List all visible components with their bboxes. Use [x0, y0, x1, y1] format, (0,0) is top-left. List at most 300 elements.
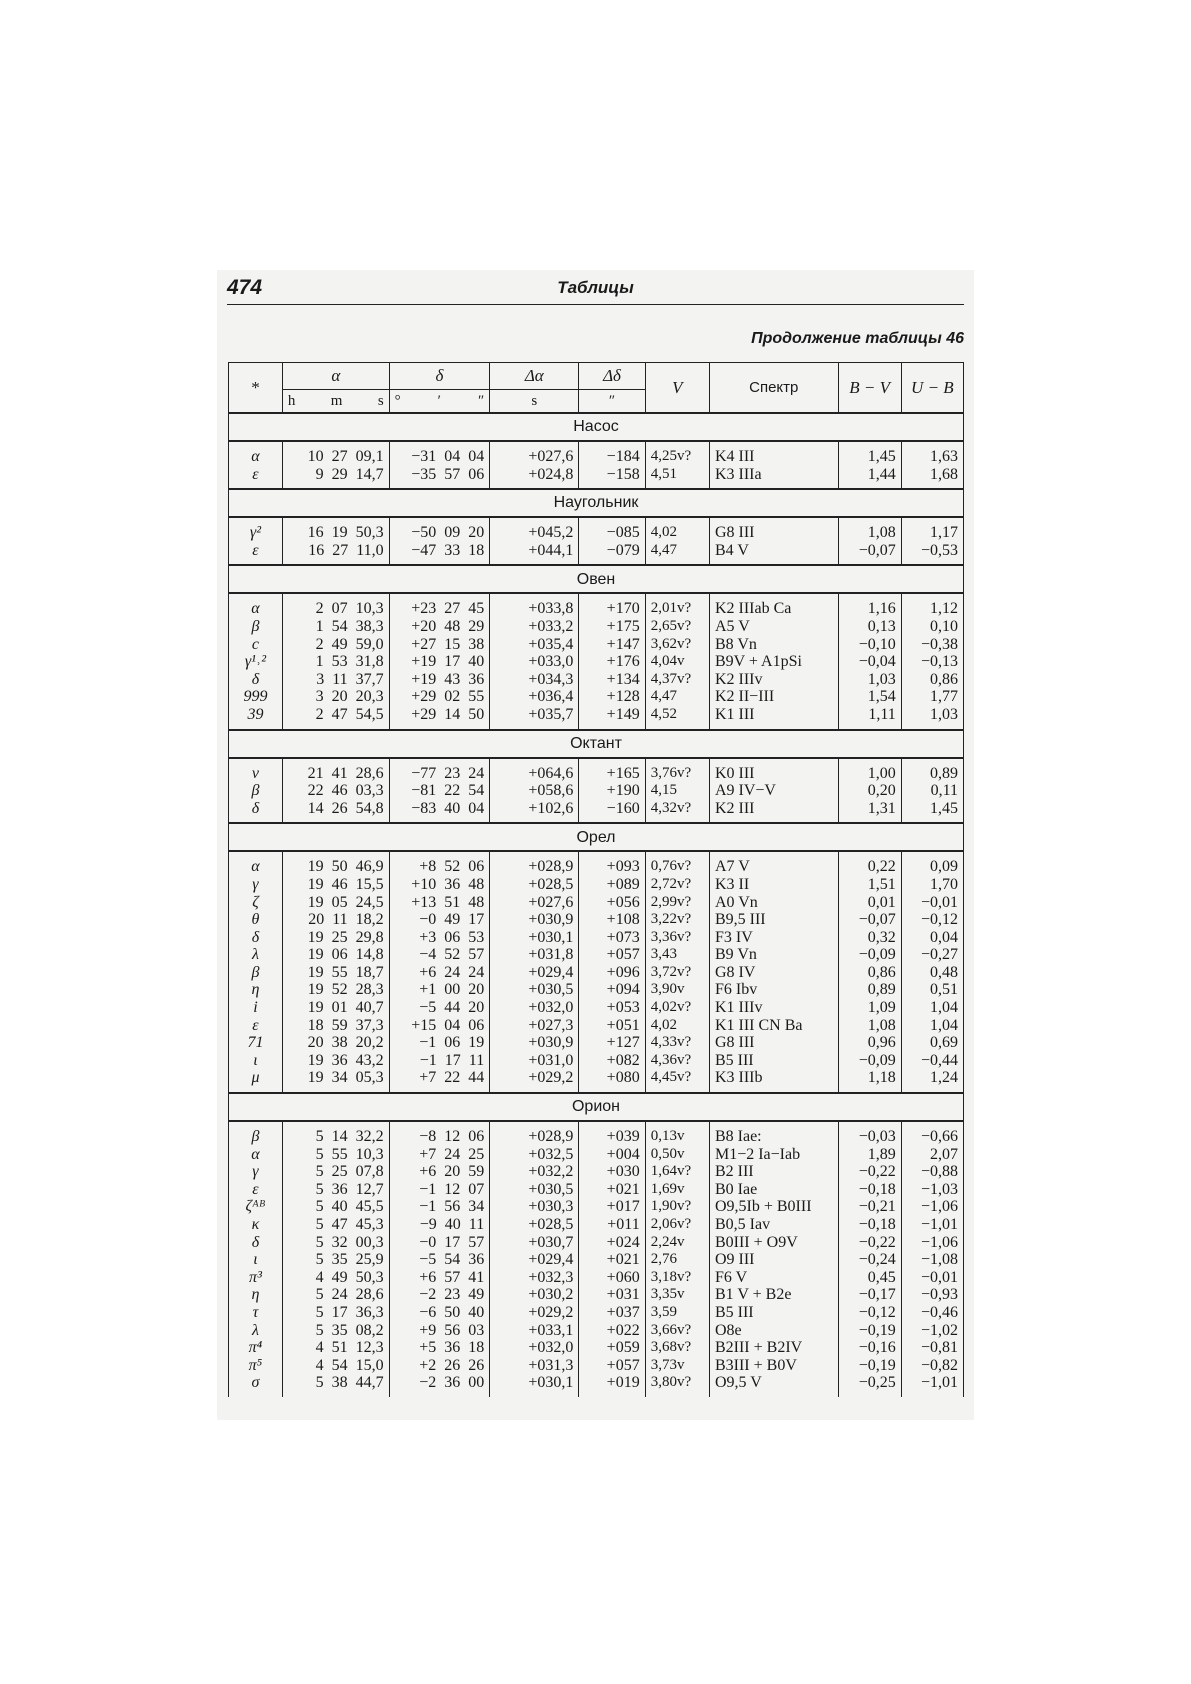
- star-name: β: [229, 782, 283, 800]
- delta-value: +23 27 45: [389, 593, 490, 618]
- spectrum-value: K4 III: [709, 441, 838, 466]
- alpha-value: 4 49 50,3: [282, 1269, 389, 1287]
- bv-value: −0,17: [838, 1286, 901, 1304]
- spectrum-value: B0 Iae: [709, 1181, 838, 1199]
- spectrum-value: B9V + A1pSi: [709, 653, 838, 671]
- d-alpha-value: +028,5: [490, 1216, 579, 1234]
- d-delta-value: −085: [579, 517, 645, 542]
- d-delta-value: +024: [579, 1234, 645, 1252]
- d-delta-value: +170: [579, 593, 645, 618]
- v-magnitude: 4,02: [645, 1017, 709, 1035]
- bv-value: 0,89: [838, 981, 901, 999]
- bv-value: −0,22: [838, 1234, 901, 1252]
- v-magnitude: 0,50v: [645, 1146, 709, 1164]
- alpha-value: 14 26 54,8: [282, 800, 389, 824]
- v-magnitude: 4,33v?: [645, 1034, 709, 1052]
- star-name: μ: [229, 1069, 283, 1093]
- constellation-header: [229, 413, 964, 441]
- spectrum-value: K1 III: [709, 706, 838, 730]
- table-row: [229, 1216, 964, 1234]
- d-alpha-value: +032,0: [490, 999, 579, 1017]
- constellation-name: Орион: [229, 1093, 964, 1121]
- alpha-value: 18 59 37,3: [282, 1017, 389, 1035]
- d-alpha-value: +030,5: [490, 981, 579, 999]
- d-alpha-value: +029,2: [490, 1069, 579, 1093]
- delta-value: −4 52 57: [389, 946, 490, 964]
- bv-value: 1,00: [838, 758, 901, 783]
- alpha-value: 3 20 20,3: [282, 688, 389, 706]
- unit-m: m: [330, 392, 343, 409]
- constellation-name: Овен: [229, 565, 964, 593]
- d-alpha-value: +030,9: [490, 1034, 579, 1052]
- alpha-value: 16 27 11,0: [282, 542, 389, 566]
- bv-value: 1,16: [838, 593, 901, 618]
- table-row: [229, 441, 964, 466]
- d-alpha-value: +033,2: [490, 618, 579, 636]
- star-name: α: [229, 441, 283, 466]
- ub-value: 0,09: [901, 851, 963, 876]
- ub-value: −1,03: [901, 1181, 963, 1199]
- alpha-value: 19 52 28,3: [282, 981, 389, 999]
- delta-value: −77 23 24: [389, 758, 490, 783]
- table-row: [229, 1163, 964, 1181]
- d-delta-value: +039: [579, 1121, 645, 1146]
- v-magnitude: 4,04v: [645, 653, 709, 671]
- alpha-value: 2 07 10,3: [282, 593, 389, 618]
- table-row: [229, 782, 964, 800]
- table-row: [229, 999, 964, 1017]
- d-alpha-value: +044,1: [490, 542, 579, 566]
- spectrum-value: K0 III: [709, 758, 838, 783]
- delta-value: −83 40 04: [389, 800, 490, 824]
- bv-value: −0,10: [838, 636, 901, 654]
- d-alpha-value: +029,4: [490, 964, 579, 982]
- ub-value: −0,93: [901, 1286, 963, 1304]
- delta-value: +7 24 25: [389, 1146, 490, 1164]
- table-row: [229, 671, 964, 689]
- ub-value: 1,63: [901, 441, 963, 466]
- star-name: β: [229, 618, 283, 636]
- d-delta-value: +021: [579, 1251, 645, 1269]
- star-name: λ: [229, 1322, 283, 1340]
- spectrum-value: O8e: [709, 1322, 838, 1340]
- alpha-value: 19 55 18,7: [282, 964, 389, 982]
- star-name: α: [229, 1146, 283, 1164]
- alpha-value: 1 54 38,3: [282, 618, 389, 636]
- bv-value: −0,03: [838, 1121, 901, 1146]
- alpha-value: 5 32 00,3: [282, 1234, 389, 1252]
- unit-deg: °: [394, 392, 401, 409]
- spectrum-value: B8 Iae:: [709, 1121, 838, 1146]
- star-name: β: [229, 964, 283, 982]
- delta-value: +6 20 59: [389, 1163, 490, 1181]
- bv-value: 1,51: [838, 876, 901, 894]
- d-alpha-value: +030,7: [490, 1234, 579, 1252]
- d-delta-value: +021: [579, 1181, 645, 1199]
- alpha-value: 20 38 20,2: [282, 1034, 389, 1052]
- ub-value: −0,27: [901, 946, 963, 964]
- ub-value: −0,44: [901, 1052, 963, 1070]
- v-magnitude: 3,59: [645, 1304, 709, 1322]
- alpha-value: 19 01 40,7: [282, 999, 389, 1017]
- d-alpha-value: +029,2: [490, 1304, 579, 1322]
- spectrum-value: K2 III: [709, 800, 838, 824]
- bv-value: 1,08: [838, 517, 901, 542]
- star-name: ζᴬᴮ: [229, 1198, 283, 1216]
- d-delta-value: +094: [579, 981, 645, 999]
- table-continuation-caption: Продолжение таблицы 46: [751, 330, 964, 347]
- d-alpha-value: +031,0: [490, 1052, 579, 1070]
- ub-value: 2,07: [901, 1146, 963, 1164]
- d-alpha-value: +030,3: [490, 1198, 579, 1216]
- spectrum-value: B8 Vn: [709, 636, 838, 654]
- bv-value: −0,25: [838, 1374, 901, 1397]
- alpha-value: 5 17 36,3: [282, 1304, 389, 1322]
- alpha-value: 5 36 12,7: [282, 1181, 389, 1199]
- star-name: α: [229, 593, 283, 618]
- table-row: [229, 1121, 964, 1146]
- star-name: δ: [229, 800, 283, 824]
- alpha-units: [282, 390, 389, 414]
- alpha-value: 2 47 54,5: [282, 706, 389, 730]
- table-row: [229, 618, 964, 636]
- constellation-name: Октант: [229, 730, 964, 758]
- delta-value: −8 12 06: [389, 1121, 490, 1146]
- star-name: ι: [229, 1052, 283, 1070]
- alpha-value: 19 50 46,9: [282, 851, 389, 876]
- ub-value: −0,13: [901, 653, 963, 671]
- col-star: *: [229, 363, 283, 414]
- ub-value: 1,17: [901, 517, 963, 542]
- d-delta-value: +096: [579, 964, 645, 982]
- delta-value: −0 17 57: [389, 1234, 490, 1252]
- d-alpha-value: +028,9: [490, 1121, 579, 1146]
- d-delta-value: +030: [579, 1163, 645, 1181]
- d-delta-value: +108: [579, 911, 645, 929]
- bv-value: 0,01: [838, 894, 901, 912]
- star-name: c: [229, 636, 283, 654]
- col-spectrum: Спектр: [709, 363, 838, 414]
- delta-value: −1 06 19: [389, 1034, 490, 1052]
- alpha-value: 5 40 45,5: [282, 1198, 389, 1216]
- d-delta-value: +127: [579, 1034, 645, 1052]
- star-name: ε: [229, 1017, 283, 1035]
- d-alpha-value: +030,9: [490, 911, 579, 929]
- ub-value: −1,02: [901, 1322, 963, 1340]
- spectrum-value: B2III + B2IV: [709, 1339, 838, 1357]
- delta-value: +3 06 53: [389, 929, 490, 947]
- constellation-header: [229, 823, 964, 851]
- star-name: σ: [229, 1374, 283, 1397]
- d-alpha-value: +031,8: [490, 946, 579, 964]
- spectrum-value: K2 II−III: [709, 688, 838, 706]
- ub-value: −0,81: [901, 1339, 963, 1357]
- star-name: δ: [229, 671, 283, 689]
- table-row: [229, 1146, 964, 1164]
- bv-value: −0,21: [838, 1198, 901, 1216]
- table-row: [229, 876, 964, 894]
- col-d-delta: Δδ: [579, 363, 645, 390]
- delta-value: +29 14 50: [389, 706, 490, 730]
- d-delta-value: +128: [579, 688, 645, 706]
- table-row: [229, 1286, 964, 1304]
- alpha-value: 5 47 45,3: [282, 1216, 389, 1234]
- ub-value: 0,04: [901, 929, 963, 947]
- table-row: [229, 1069, 964, 1093]
- v-magnitude: 3,43: [645, 946, 709, 964]
- table-row: [229, 653, 964, 671]
- table-row: [229, 894, 964, 912]
- table-row: [229, 1322, 964, 1340]
- table-row: [229, 688, 964, 706]
- ub-value: 0,48: [901, 964, 963, 982]
- star-name: i: [229, 999, 283, 1017]
- d-delta-value: +082: [579, 1052, 645, 1070]
- ub-value: 0,11: [901, 782, 963, 800]
- ub-value: −0,88: [901, 1163, 963, 1181]
- alpha-value: 22 46 03,3: [282, 782, 389, 800]
- unit-h: h: [287, 392, 296, 409]
- bv-value: −0,24: [838, 1251, 901, 1269]
- star-name: 999: [229, 688, 283, 706]
- delta-value: +15 04 06: [389, 1017, 490, 1035]
- ub-value: −1,08: [901, 1251, 963, 1269]
- bv-value: 1,89: [838, 1146, 901, 1164]
- table-row: [229, 636, 964, 654]
- v-magnitude: 2,72v?: [645, 876, 709, 894]
- bv-value: −0,12: [838, 1304, 901, 1322]
- spectrum-value: B0III + O9V: [709, 1234, 838, 1252]
- delta-value: +8 52 06: [389, 851, 490, 876]
- bv-value: 1,45: [838, 441, 901, 466]
- col-v: V: [645, 363, 709, 414]
- d-delta-value: +022: [579, 1322, 645, 1340]
- unit-arcmin: ′: [437, 392, 441, 409]
- table-row: [229, 911, 964, 929]
- table-row: [229, 1304, 964, 1322]
- spectrum-value: A9 IV−V: [709, 782, 838, 800]
- star-name: 39: [229, 706, 283, 730]
- delta-value: +13 51 48: [389, 894, 490, 912]
- bv-value: −0,22: [838, 1163, 901, 1181]
- spectrum-value: K3 IIIa: [709, 466, 838, 490]
- d-delta-value: +093: [579, 851, 645, 876]
- delta-value: +9 56 03: [389, 1322, 490, 1340]
- bv-value: 0,13: [838, 618, 901, 636]
- d-delta-value: −158: [579, 466, 645, 490]
- v-magnitude: 4,15: [645, 782, 709, 800]
- table-row: [229, 1052, 964, 1070]
- spectrum-value: K1 IIIv: [709, 999, 838, 1017]
- delta-value: −2 23 49: [389, 1286, 490, 1304]
- v-magnitude: 4,45v?: [645, 1069, 709, 1093]
- delta-value: +19 17 40: [389, 653, 490, 671]
- ub-value: −1,01: [901, 1374, 963, 1397]
- table-row: [229, 1034, 964, 1052]
- delta-value: +20 48 29: [389, 618, 490, 636]
- ub-value: 0,69: [901, 1034, 963, 1052]
- bv-value: 0,22: [838, 851, 901, 876]
- spectrum-value: F6 Ibv: [709, 981, 838, 999]
- v-magnitude: 4,37v?: [645, 671, 709, 689]
- star-name: ε: [229, 1181, 283, 1199]
- table-row: [229, 851, 964, 876]
- alpha-value: 19 46 15,5: [282, 876, 389, 894]
- d-delta-value: +175: [579, 618, 645, 636]
- alpha-value: 5 55 10,3: [282, 1146, 389, 1164]
- table-row: [229, 1234, 964, 1252]
- v-magnitude: 3,76v?: [645, 758, 709, 783]
- header-rule: [227, 304, 964, 305]
- delta-value: −1 56 34: [389, 1198, 490, 1216]
- bv-value: 1,08: [838, 1017, 901, 1035]
- v-magnitude: 4,47: [645, 688, 709, 706]
- bv-value: 1,11: [838, 706, 901, 730]
- table-row: [229, 1339, 964, 1357]
- star-name: γ: [229, 876, 283, 894]
- d-delta-value: +017: [579, 1198, 645, 1216]
- bv-value: −0,04: [838, 653, 901, 671]
- alpha-value: 3 11 37,7: [282, 671, 389, 689]
- v-magnitude: 1,90v?: [645, 1198, 709, 1216]
- alpha-value: 19 06 14,8: [282, 946, 389, 964]
- delta-value: −1 12 07: [389, 1181, 490, 1199]
- d-alpha-value: +058,6: [490, 782, 579, 800]
- delta-value: +29 02 55: [389, 688, 490, 706]
- d-delta-value: +134: [579, 671, 645, 689]
- d-alpha-value: +032,5: [490, 1146, 579, 1164]
- alpha-value: 5 24 28,6: [282, 1286, 389, 1304]
- star-name: π⁴: [229, 1339, 283, 1357]
- bv-value: 0,20: [838, 782, 901, 800]
- v-magnitude: 3,35v: [645, 1286, 709, 1304]
- ub-value: 0,86: [901, 671, 963, 689]
- delta-value: −6 50 40: [389, 1304, 490, 1322]
- alpha-value: 4 51 12,3: [282, 1339, 389, 1357]
- ub-value: −0,38: [901, 636, 963, 654]
- ub-value: −0,66: [901, 1121, 963, 1146]
- v-magnitude: 3,90v: [645, 981, 709, 999]
- delta-value: −2 36 00: [389, 1374, 490, 1397]
- table-row: [229, 1198, 964, 1216]
- spectrum-value: F6 V: [709, 1269, 838, 1287]
- delta-value: −9 40 11: [389, 1216, 490, 1234]
- delta-value: −5 44 20: [389, 999, 490, 1017]
- table-row: [229, 1374, 964, 1397]
- d-alpha-value: +027,6: [490, 894, 579, 912]
- ub-value: −0,82: [901, 1357, 963, 1375]
- star-name: γ¹˒²: [229, 653, 283, 671]
- alpha-value: 5 35 25,9: [282, 1251, 389, 1269]
- delta-value: −1 17 11: [389, 1052, 490, 1070]
- running-title: Таблицы: [557, 278, 634, 297]
- star-name: δ: [229, 929, 283, 947]
- v-magnitude: 3,73v: [645, 1357, 709, 1375]
- d-alpha-value: +030,5: [490, 1181, 579, 1199]
- ub-value: 1,45: [901, 800, 963, 824]
- col-bv: B − V: [838, 363, 901, 414]
- d-alpha-value: +102,6: [490, 800, 579, 824]
- d-delta-value: −160: [579, 800, 645, 824]
- d-alpha-value: +033,0: [490, 653, 579, 671]
- spectrum-value: B0,5 Iav: [709, 1216, 838, 1234]
- d-delta-value: +060: [579, 1269, 645, 1287]
- spectrum-value: G8 IV: [709, 964, 838, 982]
- delta-value: +7 22 44: [389, 1069, 490, 1093]
- spectrum-value: A0 Vn: [709, 894, 838, 912]
- spectrum-value: O9,5 V: [709, 1374, 838, 1397]
- constellation-header: [229, 730, 964, 758]
- constellation-header: [229, 489, 964, 517]
- d-alpha-value: +028,5: [490, 876, 579, 894]
- d-alpha-value: +030,2: [490, 1286, 579, 1304]
- alpha-value: 19 34 05,3: [282, 1069, 389, 1093]
- star-name: ε: [229, 542, 283, 566]
- d-delta-value: +059: [579, 1339, 645, 1357]
- ub-value: 1,04: [901, 1017, 963, 1035]
- spectrum-value: B2 III: [709, 1163, 838, 1181]
- spectrum-value: O9,5Ib + B0III: [709, 1198, 838, 1216]
- alpha-value: 21 41 28,6: [282, 758, 389, 783]
- table-row: [229, 1017, 964, 1035]
- ub-value: −1,06: [901, 1198, 963, 1216]
- v-magnitude: 4,51: [645, 466, 709, 490]
- delta-value: +6 57 41: [389, 1269, 490, 1287]
- d-alpha-value: +033,8: [490, 593, 579, 618]
- d-alpha-value: +035,7: [490, 706, 579, 730]
- d-delta-value: +031: [579, 1286, 645, 1304]
- table-row: [229, 964, 964, 982]
- delta-value: +19 43 36: [389, 671, 490, 689]
- v-magnitude: 2,99v?: [645, 894, 709, 912]
- d-alpha-value: +036,4: [490, 688, 579, 706]
- spectrum-value: G8 III: [709, 517, 838, 542]
- constellation-name: Насос: [229, 413, 964, 441]
- table-row: [229, 542, 964, 566]
- star-name: η: [229, 981, 283, 999]
- d-alpha-value: +028,9: [490, 851, 579, 876]
- v-magnitude: 1,69v: [645, 1181, 709, 1199]
- constellation-header: [229, 565, 964, 593]
- alpha-value: 2 49 59,0: [282, 636, 389, 654]
- d-alpha-value: +029,4: [490, 1251, 579, 1269]
- ub-value: −1,06: [901, 1234, 963, 1252]
- table-row: [229, 1269, 964, 1287]
- v-magnitude: 3,72v?: [645, 964, 709, 982]
- star-name: ν: [229, 758, 283, 783]
- star-name: ι: [229, 1251, 283, 1269]
- d-alpha-unit: s: [490, 390, 579, 414]
- unit-arcsec: ″: [477, 392, 485, 409]
- table-row: [229, 706, 964, 730]
- star-name: λ: [229, 946, 283, 964]
- delta-value: −81 22 54: [389, 782, 490, 800]
- star-name: π⁵: [229, 1357, 283, 1375]
- delta-value: +1 00 20: [389, 981, 490, 999]
- alpha-value: 16 19 50,3: [282, 517, 389, 542]
- v-magnitude: 4,36v?: [645, 1052, 709, 1070]
- v-magnitude: 2,06v?: [645, 1216, 709, 1234]
- stars-table: [228, 362, 964, 1397]
- star-name: κ: [229, 1216, 283, 1234]
- delta-units: [389, 390, 490, 414]
- bv-value: −0,19: [838, 1357, 901, 1375]
- v-magnitude: 4,52: [645, 706, 709, 730]
- ub-value: 0,89: [901, 758, 963, 783]
- col-ub: U − B: [901, 363, 963, 414]
- d-delta-value: −079: [579, 542, 645, 566]
- v-magnitude: 4,02v?: [645, 999, 709, 1017]
